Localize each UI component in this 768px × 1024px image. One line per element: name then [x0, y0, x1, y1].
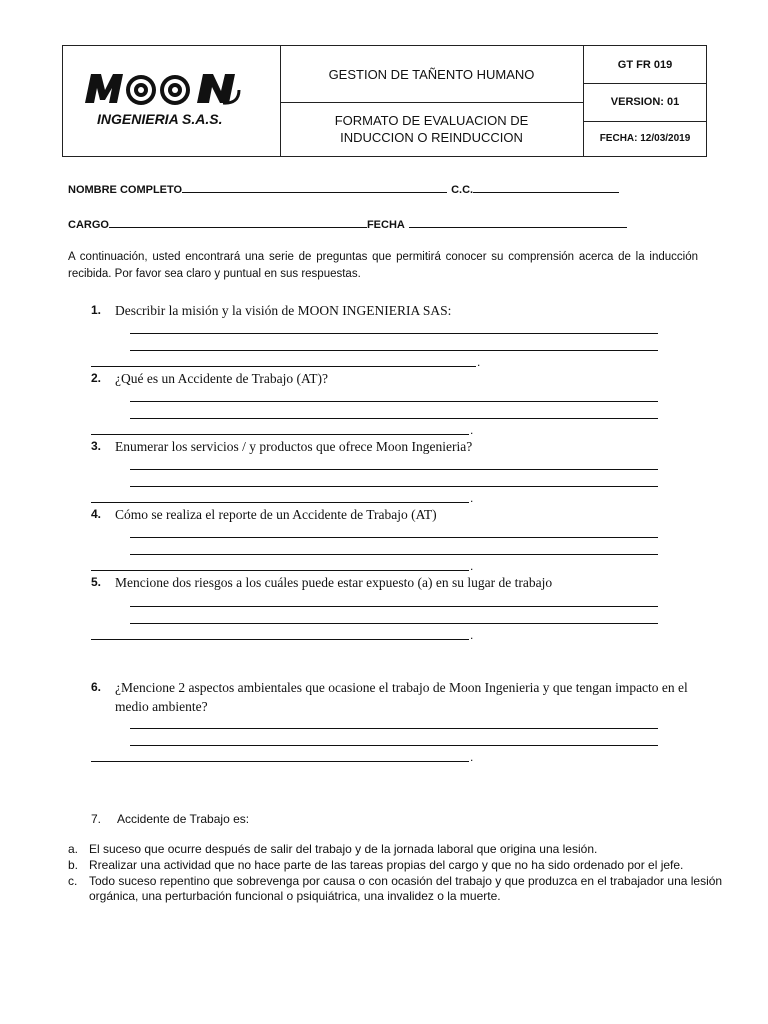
form-date: FECHA: 12/03/2019 — [599, 133, 691, 144]
form-header — [62, 45, 707, 157]
question-4 — [91, 505, 711, 525]
answer-line[interactable] — [130, 537, 658, 538]
answer-line[interactable] — [91, 570, 469, 571]
answer-end-dot: . — [470, 559, 474, 573]
instructions: A continuación, usted encontrará una serie de preguntas que permitirá conocer su comprensión acerca de la inducción recibida. Por favor sea claro y puntual en sus respuestas. — [68, 251, 698, 280]
answer-line[interactable] — [91, 366, 476, 367]
question-2 — [91, 369, 711, 389]
answer-line[interactable] — [130, 745, 658, 746]
cargo-label: CARGO — [68, 219, 109, 231]
question-text: Describir la misión y la visión de MOON INGENIERIA SAS: — [115, 303, 452, 318]
answer-line[interactable] — [91, 761, 469, 762]
question-number: 1. — [91, 303, 102, 317]
answer-line[interactable] — [130, 401, 658, 402]
question-text: Mencione dos riesgos a los cuáles puede estar expuesto (a) en su lugar de trabajo — [115, 575, 553, 590]
cargo-row — [68, 216, 627, 231]
answer-line[interactable] — [130, 350, 658, 351]
logo-subtitle: INGENIERIA S.A.S. — [97, 111, 223, 127]
answer-end-dot: . — [470, 491, 474, 505]
name-input-line[interactable] — [182, 181, 447, 193]
answer-line[interactable] — [130, 418, 658, 419]
option-text: Todo suceso repentino que sobrevenga por causa o con ocasión del trabajo y que produzca en el trabajador una lesión orgánica, una perturbación funcional o psiquiátrica, una invalidez o la muerte. — [89, 874, 723, 903]
question-3 — [91, 437, 711, 457]
cargo-input-line[interactable] — [109, 216, 367, 228]
form-title-text: FORMATO DE EVALUACION DE INDUCCION O REINDUCCION — [334, 113, 529, 145]
fecha-input-line[interactable] — [409, 216, 627, 228]
form-code: GT FR 019 — [584, 46, 706, 84]
question-number: 3. — [91, 439, 102, 453]
answer-end-dot: . — [470, 750, 474, 764]
cc-label: C.C. — [451, 184, 474, 196]
question-text: Accidente de Trabajo es: — [117, 812, 250, 826]
logo-cell — [63, 46, 281, 156]
question-text: Enumerar los servicios / y productos que ofrece Moon Ingenieria? — [115, 439, 473, 454]
question-1 — [91, 301, 711, 321]
answer-line[interactable] — [130, 728, 658, 729]
answer-line[interactable] — [130, 333, 658, 334]
option-c[interactable] — [68, 874, 728, 904]
company-logo — [63, 46, 280, 156]
answer-end-dot: . — [470, 628, 474, 642]
answer-line[interactable] — [130, 469, 658, 470]
answer-line[interactable] — [91, 434, 469, 435]
option-text: Rrealizar una actividad que no hace parte de las tareas propias del cargo y que no ha sido ordenado por el jefe. — [89, 858, 684, 872]
answer-line[interactable] — [130, 554, 658, 555]
question-number: 6. — [91, 680, 102, 694]
question-text: ¿Qué es un Accidente de Trabajo (AT)? — [115, 371, 328, 386]
cc-input-line[interactable] — [473, 181, 619, 193]
department-title: GESTION DE TAÑENTO HUMANO — [280, 46, 584, 103]
option-text: El suceso que ocurre después de salir del trabajo y de la jornada laboral que origina una lesión. — [89, 842, 598, 856]
answer-line[interactable] — [130, 486, 658, 487]
option-letter: c. — [68, 874, 78, 888]
option-letter: a. — [68, 842, 79, 856]
question-5 — [91, 573, 711, 593]
question-text: ¿Mencione 2 aspectos ambientales que ocasione el trabajo de Moon Ingenieria y que tengan impacto en el medio ambiente? — [115, 680, 688, 714]
question-number: 5. — [91, 575, 102, 589]
fecha-label: FECHA — [366, 219, 405, 231]
answer-end-dot: . — [477, 355, 481, 369]
answer-line[interactable] — [91, 639, 469, 640]
question-text: Cómo se realiza el reporte de un Accidente de Trabajo (AT) — [115, 507, 437, 522]
option-b[interactable] — [68, 858, 728, 873]
answer-line[interactable] — [130, 606, 658, 607]
question-number: 4. — [91, 507, 102, 521]
question-number: 7. — [91, 812, 102, 826]
answer-line[interactable] — [130, 623, 658, 624]
name-label: NOMBRE COMPLETO — [68, 184, 183, 196]
option-letter: b. — [68, 858, 79, 872]
form-title — [280, 102, 584, 156]
question-number: 2. — [91, 371, 102, 385]
name-row — [68, 181, 619, 196]
question-6 — [91, 678, 711, 718]
answer-line[interactable] — [91, 502, 469, 503]
question-7 — [91, 812, 249, 826]
option-a[interactable] — [68, 842, 728, 857]
answer-end-dot: . — [470, 423, 474, 437]
form-version: VERSION: 01 — [584, 83, 706, 122]
